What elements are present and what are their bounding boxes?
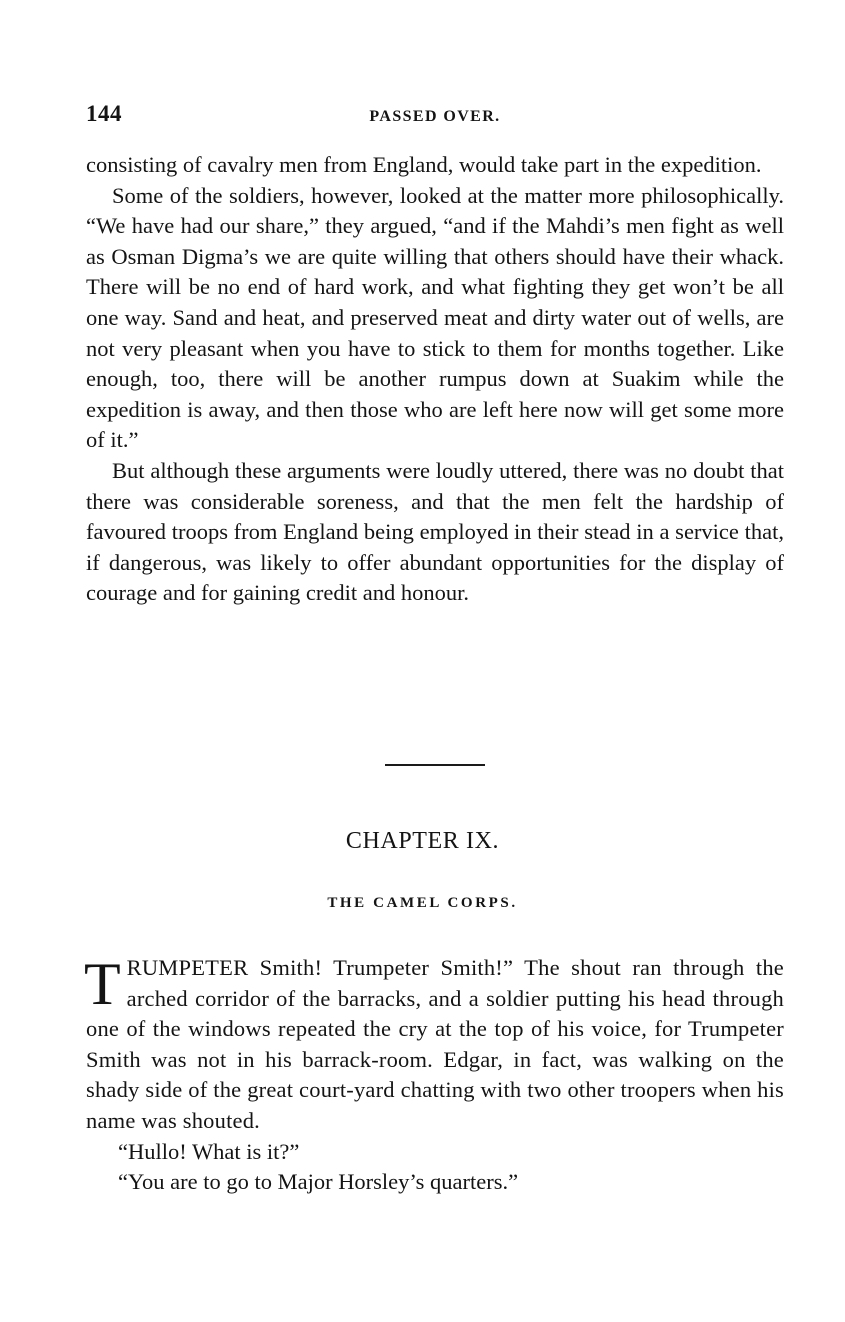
paragraph-continuation: consisting of cavalry men from England, would take part in the expedition. <box>86 152 762 177</box>
drop-cap: T <box>84 951 121 1017</box>
dialogue-line-major-horsley: “You are to go to Major Horsley’s quarters.” <box>118 1169 519 1195</box>
paragraph-soldiers-argument: Some of the soldiers, however, looked at the matter more philosophically. “We have had our share,” they argued, “and if the Mahdi’s men fight as well as Osman Digma’s we are quite willing that others should have their whack. There will be no end of hard work, and what fighting they get won’t be all one way. Sand and heat, and preserved meat and dirty water out of wells, are not very pleasant when you have to stick to them for months together. Like enough, too, there will be another rumpus down at Suakim while the expedition is away, and then those who are left here now will get some more of it.” <box>86 182 784 453</box>
page-header <box>86 101 784 131</box>
opening-paragraph <box>86 953 784 1137</box>
section-divider-rule <box>385 764 485 766</box>
chapter-subtitle: THE CAMEL CORPS. <box>327 895 518 911</box>
chapter-opening <box>86 953 784 1198</box>
previous-chapter-ending <box>86 150 784 609</box>
chapter-title: CHAPTER IX. <box>345 828 500 854</box>
opening-text: RUMPETER Smith! Trumpeter Smith!” The shout ran through the arched corridor of the barracks, and a soldier putting his head through one of the windows repeated the cry at the top of his voice, for Trumpeter Smith was not in his barrack-room. Edgar, in fact, was walking on the shady side of the great court-yard chatting with two other troopers when his name was shouted. <box>86 955 784 1133</box>
page-number: 144 <box>86 101 122 126</box>
running-head: PASSED OVER. <box>369 108 501 125</box>
dialogue-line-hullo: “Hullo! What is it?” <box>118 1138 300 1164</box>
paragraph-soreness: But although these arguments were loudly uttered, there was no doubt that there was considerable soreness, and that the men felt the hardship of favoured troops from England being employed in their stead in a service that, if dangerous, was likely to offer abundant opportunities for the display of courage and for gaining credit and honour. <box>86 457 784 606</box>
